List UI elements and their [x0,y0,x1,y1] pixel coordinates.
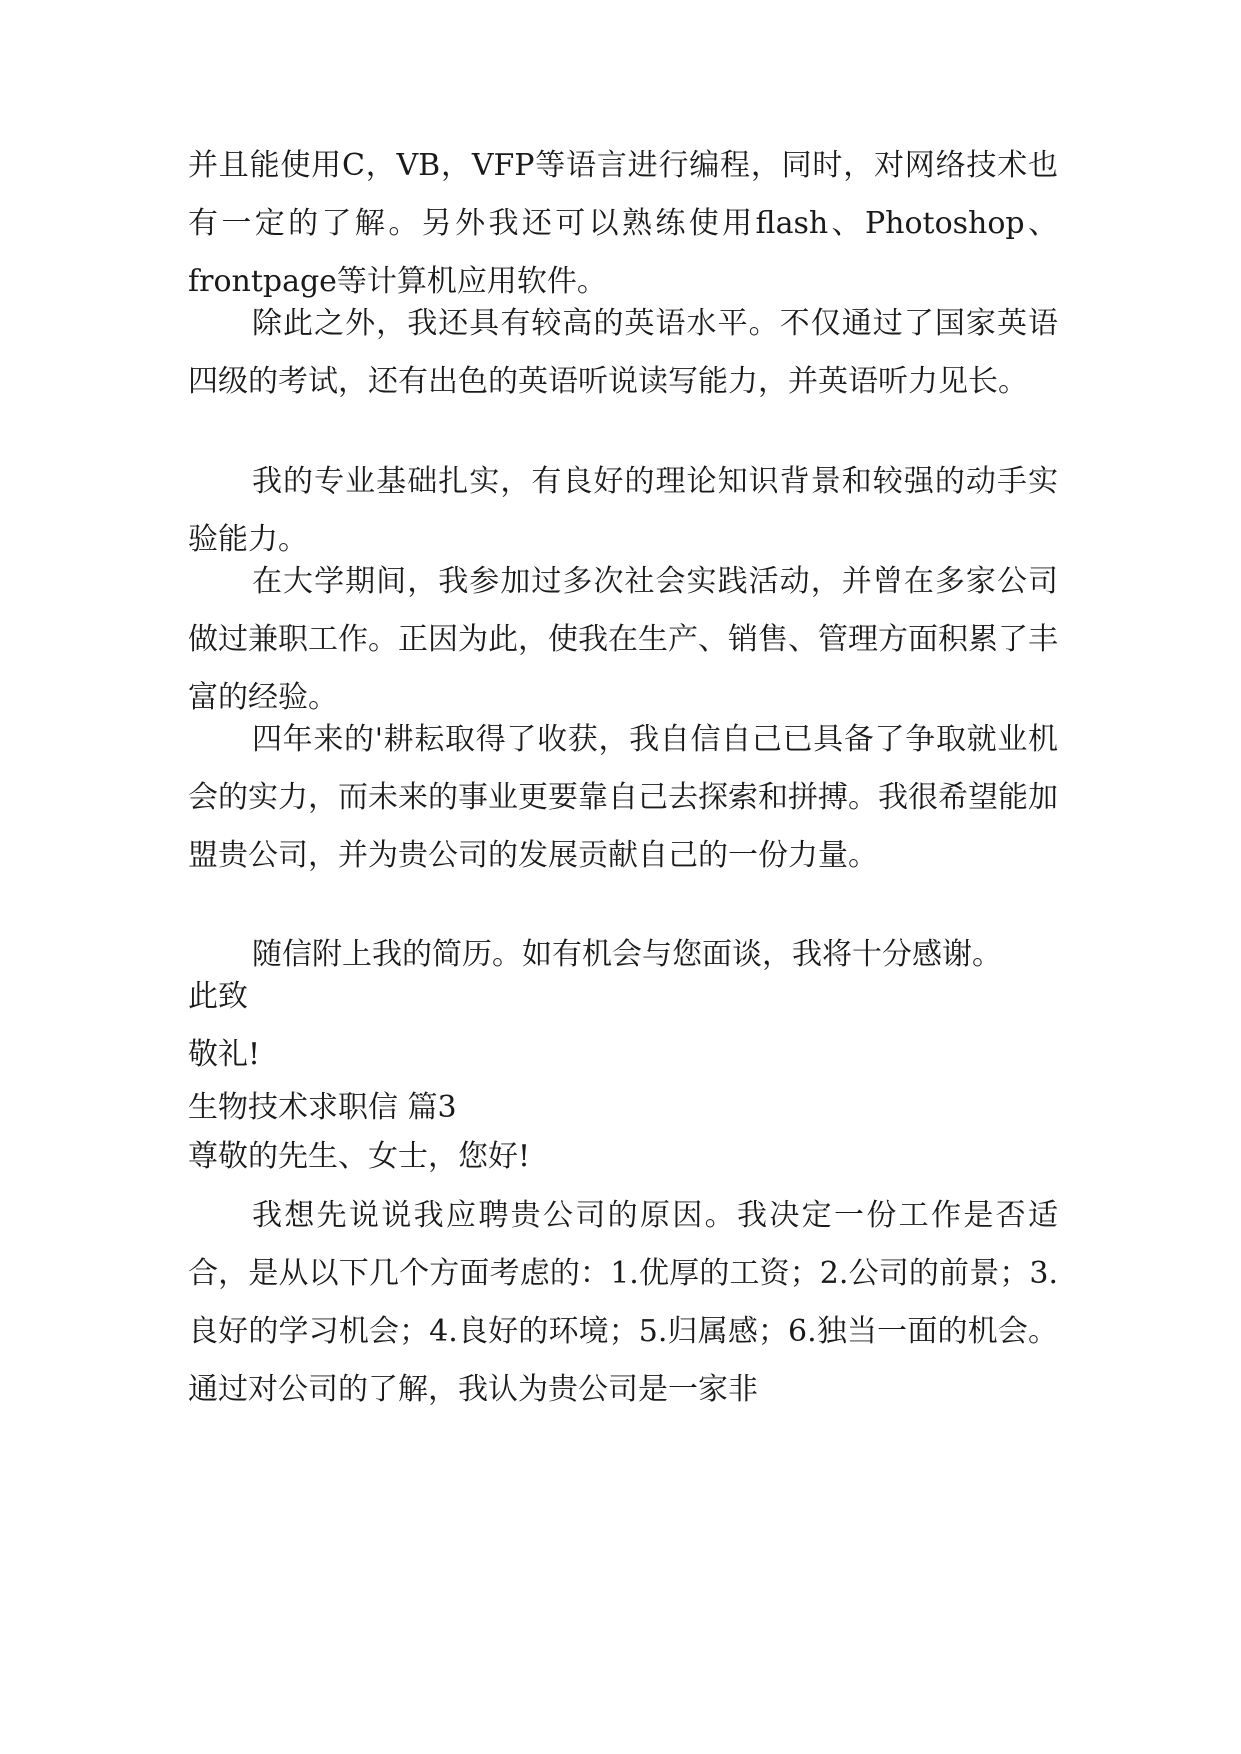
closing-jingli: 敬礼! [188,1037,261,1072]
paragraph-professional-foundation: 我的专业基础扎实，有良好的理论知识背景和较强的动手实验能力。 [188,464,1058,557]
paragraph-four-years: 四年来的'耕耘取得了收获，我自信自己已具备了争取就业机会的实力，而未来的事业更要靠自己去探索和拼搏。我很希望能加盟贵公司，并为贵公司的发展贡献自己的一份力量。 [188,722,1058,873]
section-title: 生物技术求职信 篇3 [188,1090,457,1125]
paragraph-english-ability: 除此之外，我还具有较高的英语水平。不仅通过了国家英语四级的考试，还有出色的英语听说读写能力，并英语听力见长。 [188,306,1058,399]
paragraph-resume-attached: 随信附上我的简历。如有机会与您面谈，我将十分感谢。 [252,937,1002,972]
paragraph-social-practice: 在大学期间，我参加过多次社会实践活动，并曾在多家公司做过兼职工作。正因为此，使我在生产、销售、管理方面积累了丰富的经验。 [188,564,1058,715]
greeting: 尊敬的先生、女士，您好! [188,1139,531,1174]
paragraph-programming-skills: 并且能使用C，VB，VFP等语言进行编程，同时，对网络技术也有一定的了解。另外我还可以熟练使用flash、Photoshop、frontpage等计算机应用软件。 [188,148,1058,299]
paragraph-reasons: 我想先说说我应聘贵公司的原因。我决定一份工作是否适合，是从以下几个方面考虑的：1.优厚的工资；2.公司的前景；3.良好的学习机会；4.良好的环境；5.归属感；6.独当一面的机会。通过对公司的了解，我认为贵公司是一家非 [188,1198,1058,1407]
closing-cizhi: 此致 [188,979,248,1014]
